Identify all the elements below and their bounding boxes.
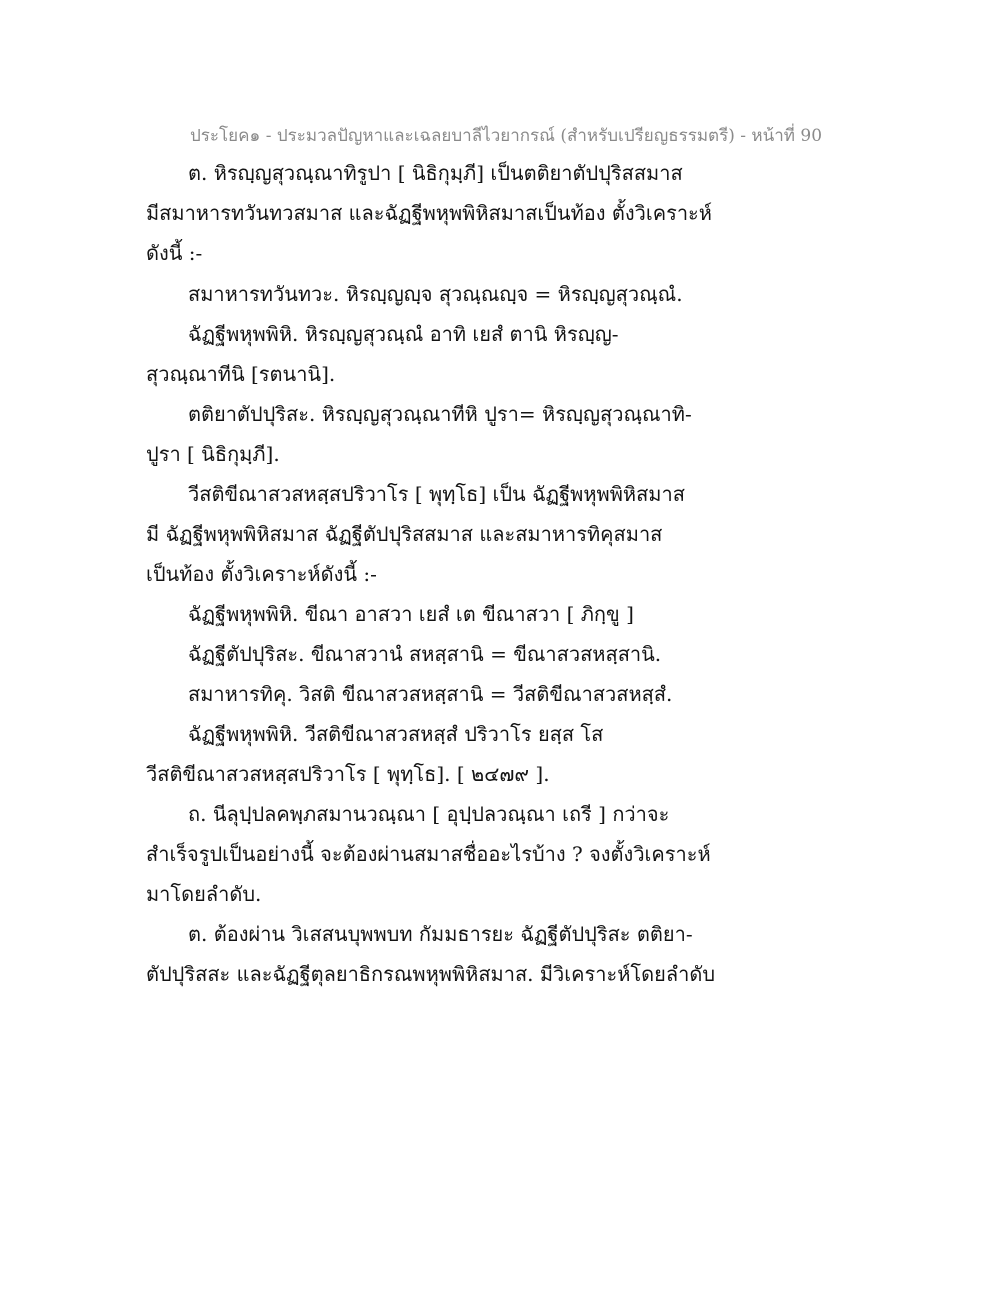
text-line: เป็นท้อง ตั้งวิเคราะห์ดังนี้ :-: [146, 562, 377, 586]
text-line: ถ. นีลุปฺปลคพฺภสมานวณฺณา [ อุปฺปลวณฺณา เถรี ] กว่าจะ: [188, 802, 670, 826]
text-line: สำเร็จรูปเป็นอย่างนี้ จะต้องผ่านสมาสชื่ออะไรบ้าง ? จงตั้งวิเคราะห์: [146, 842, 711, 866]
text-line: มาโดยลำดับ.: [146, 882, 262, 906]
text-line: ตติยาตัปปุริสะ. หิรญฺญสุวณฺณาทีหิ ปูรา= หิรญฺญสุวณฺณาทิ-: [188, 402, 692, 426]
text-line: ปูรา [ นิธิกุมฺภี].: [146, 442, 280, 466]
text-line: วีสติขีณาสวสหสฺสปริวาโร [ พุทฺโธ]. [ ๒๔๗๙ ].: [146, 762, 550, 786]
text-line: ฉัฏฐีพหุพพิหิ. หิรญฺญสุวณฺณํ อาทิ เยสํ ตานิ หิรญฺญ-: [188, 322, 619, 346]
text-line: สมาหารทิคุ. วิสติ ขีณาสวสหสฺสานิ = วีสติขีณาสวสหสฺสํ.: [188, 682, 673, 706]
running-header: ประโยค๑ - ประมวลปัญหาและเฉลยบาลีไวยากรณ์ (สำหรับเปรียญธรรมตรี) - หน้าที่ 90: [190, 126, 823, 146]
text-line: ตัปปุริสสะ และฉัฏฐีตุลยาธิกรณพหุพพิหิสมาส. มีวิเคราะห์โดยลำดับ: [146, 962, 716, 986]
text-line: ฉัฏฐีพหุพพิหิ. ขีณา อาสวา เยสํ เต ขีณาสวา [ ภิกฺขู ]: [188, 602, 634, 626]
text-line: ดังนี้ :-: [146, 241, 203, 265]
text-line: ฉัฏฐีตัปปุริสะ. ขีณาสวานํ สหสฺสานิ = ขีณาสวสหสฺสานิ.: [188, 642, 662, 666]
text-line: ต. หิรญฺญสุวณฺณาทิรูปา [ นิธิกุมฺภี] เป็นตติยาตัปปุริสสมาส: [188, 161, 683, 185]
text-line: มี ฉัฏฐีพหุพพิหิสมาส ฉัฏฐีตัปปุริสสมาส และสมาหารทิคุสมาส: [146, 522, 663, 546]
text-line: ฉัฏฐีพหุพพิหิ. วีสติขีณาสวสหสฺสํ ปริวาโร ยสฺส โส: [188, 722, 604, 746]
text-line: ต. ต้องผ่าน วิเสสนบุพพบท กัมมธารยะ ฉัฏฐีตัปปุริสะ ตติยา-: [188, 922, 693, 946]
text-line: วีสติขีณาสวสหสฺสปริวาโร [ พุทฺโธ] เป็น ฉัฏฐีพหุพพิหิสมาส: [188, 482, 685, 506]
text-line: สมาหารทวันทวะ. หิรญฺญญฺจ สุวณฺณญฺจ = หิรญฺญสุวณฺณํ.: [188, 282, 683, 306]
text-line: สุวณฺณาทีนิ [รตนานิ].: [146, 362, 336, 386]
text-line: มีสมาหารทวันทวสมาส และฉัฏฐีพหุพพิหิสมาสเป็นท้อง ตั้งวิเคราะห์: [146, 201, 712, 225]
